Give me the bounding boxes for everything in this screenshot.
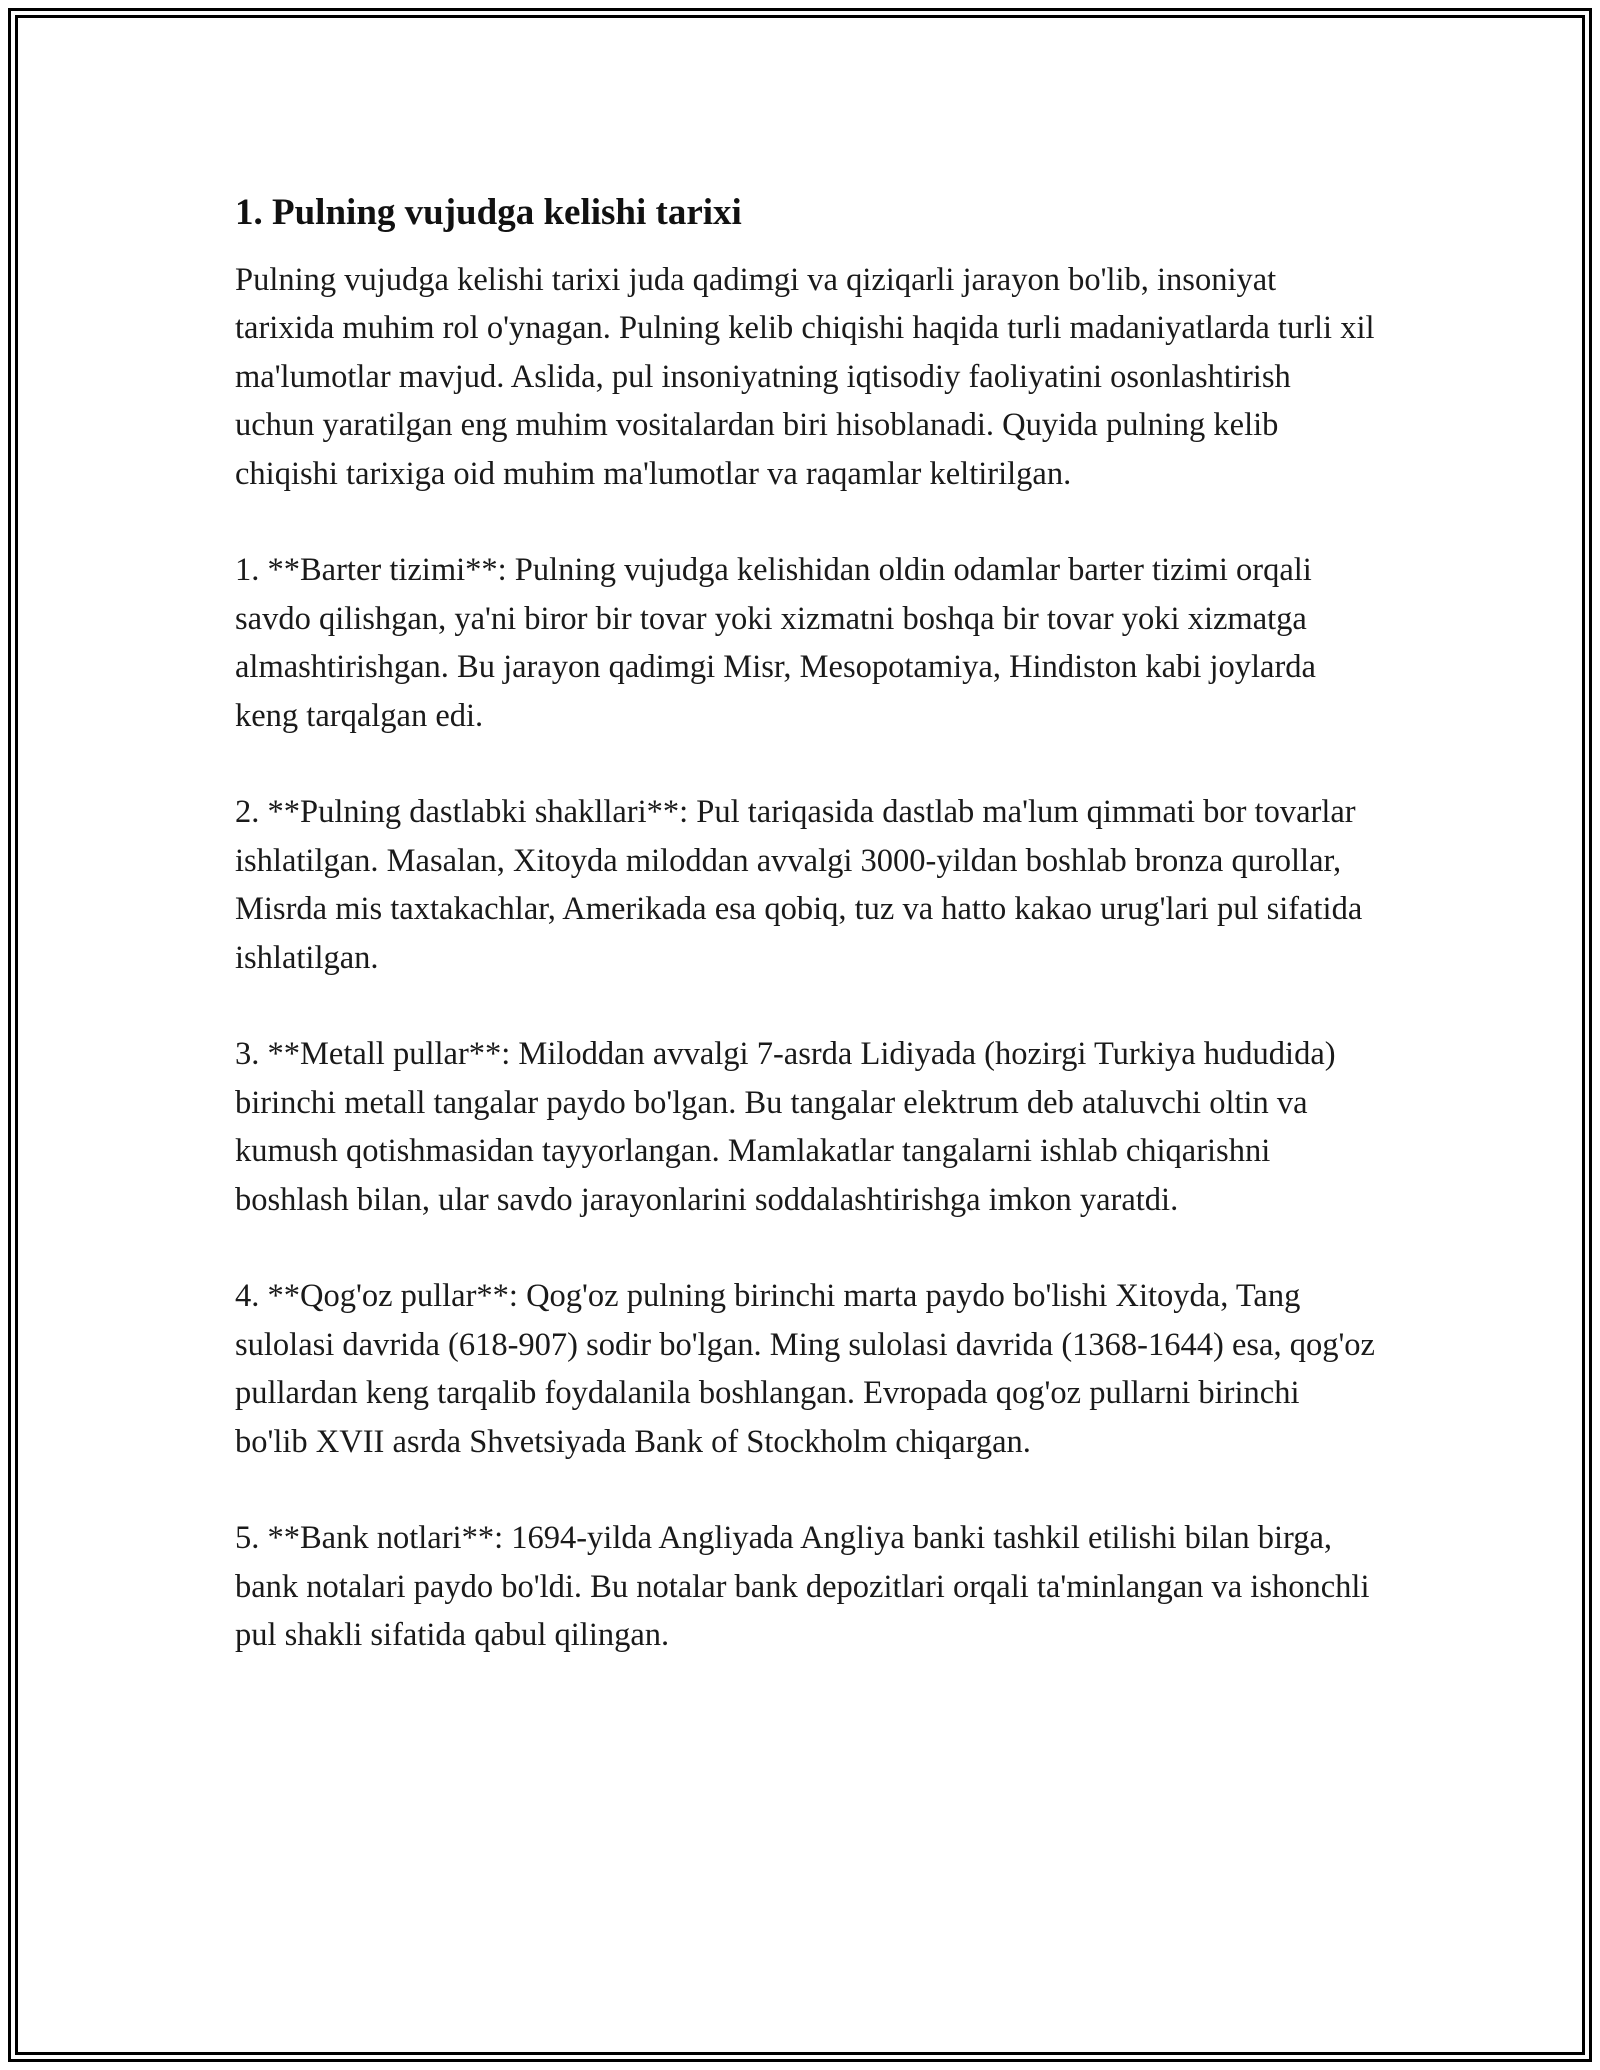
paragraph-bank-notes: 5. **Bank notlari**: 1694-yilda Angliyada Angliya banki tashkil etilishi bilan birga, bank notalari paydo bo'ldi. Bu notalar bank depozitlari orqali ta'minlangan va ishonchli pul shakli sifatida qabul qilingan. bbox=[235, 1520, 1370, 1654]
intro-paragraph: Pulning vujudga kelishi tarixi juda qadimgi va qiziqarli jarayon bo'lib, insoniyat tarixida muhim rol o'ynagan. Pulning kelib chiqishi haqida turli madaniyatlarda turli xil ma'lumotlar mavjud. Aslida, pul insoniyatning iqtisodiy faoliyatini osonlashtirish uchun yaratilgan eng muhim vositalardan biri hisoblanadi. Quyida pulning kelib chiqishi tarixiga oid muhim ma'lumotlar va raqamlar keltirilgan. bbox=[235, 262, 1375, 492]
paragraph-metal-money: 3. **Metall pullar**: Miloddan avvalgi 7-asrda Lidiyada (hozirgi Turkiya hududida) birinchi metall tangalar paydo bo'lgan. Bu tangalar elektrum deb ataluvchi oltin va kumush qotishmasidan tayyorlangan. Mamlakatlar tangalarni ishlab chiqarishni boshlash bilan, ular savdo jarayonlarini soddalashtirishga imkon yaratdi. bbox=[235, 1036, 1336, 1218]
document-body bbox=[235, 188, 1375, 1660]
paragraph-barter-system: 1. **Barter tizimi**: Pulning vujudga kelishidan oldin odamlar barter tizimi orqali savdo qilishgan, ya'ni biror bir tovar yoki xizmatni boshqa bir tovar yoki xizmatga almashtirishgan. Bu jarayon qadimgi Misr, Mesopotamiya, Hindiston kabi joylarda keng tarqalgan edi. bbox=[235, 552, 1316, 734]
paragraph-paper-money: 4. **Qog'oz pullar**: Qog'oz pulning birinchi marta paydo bo'lishi Xitoyda, Tang sulolasi davrida (618-907) sodir bo'lgan. Ming sulolasi davrida (1368-1644) esa, qog'oz pullardan keng tarqalib foydalanila boshlangan. Evropada qog'oz pullarni birinchi bo'lib XVII asrda Shvetsiyada Bank of Stockholm chiqargan. bbox=[235, 1278, 1375, 1460]
section-heading: 1. Pulning vujudga kelishi tarixi bbox=[235, 192, 742, 233]
paragraph-early-money-forms: 2. **Pulning dastlabki shakllari**: Pul tariqasida dastlab ma'lum qimmati bor tovarlar ishlatilgan. Masalan, Xitoyda miloddan avvalgi 3000-yildan boshlab bronza qurollar, Misrda mis taxtakachlar, Amerikada esa qobiq, tuz va hatto kakao urug'lari pul sifatida ishlatilgan. bbox=[235, 794, 1363, 976]
